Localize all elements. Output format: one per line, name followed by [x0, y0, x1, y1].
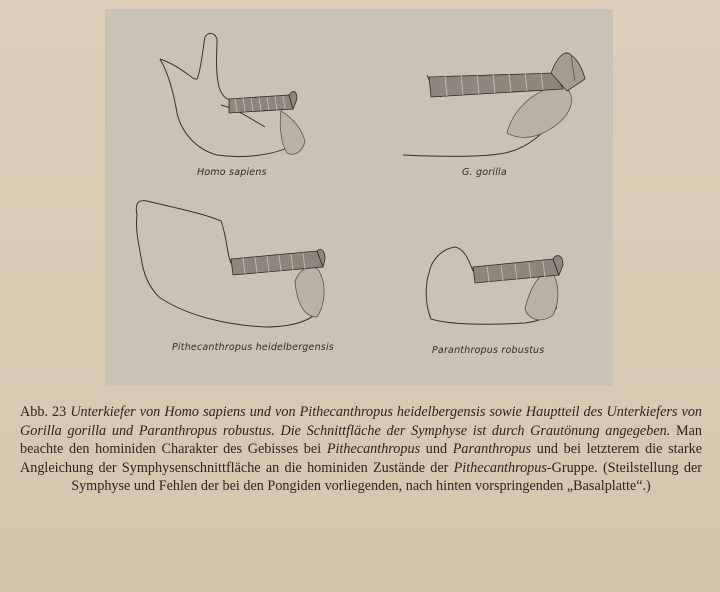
label-pithecanthropus: Pithecanthropus heidelbergensis	[172, 342, 334, 353]
caption-italic-2: Paranthropus	[452, 441, 532, 458]
homo-teeth	[229, 92, 297, 113]
caption-text-1: Man beachte den hominiden Charakter des Gebisses bei	[20, 422, 702, 458]
paranthropus-symphysis	[525, 271, 558, 320]
caption-italic-1: Pithecanthropus	[326, 441, 421, 458]
caption-text-3: und bei letzterem die starke Angleichung der Symphysenschnittfläche an die hominiden Zustände der	[20, 441, 703, 476]
pithecanthropus-mandible	[136, 201, 325, 327]
label-homo-sapiens: Homo sapiens	[197, 167, 267, 178]
paranthropus-mandible	[426, 247, 563, 324]
caption-italic-3: Pithecanthropus	[453, 459, 547, 476]
homo-sapiens-mandible	[160, 33, 305, 156]
figure-caption	[20, 403, 702, 496]
gorilla-symphysis	[507, 85, 572, 137]
caption-text-4: -Gruppe. (Steilstellung der Symphyse und Fehlen der bei den Pongiden vorliegenden, nach hinten vorspringenden „Basalplatte“.)	[71, 459, 702, 495]
homo-symphysis	[280, 111, 305, 154]
mandible-drawings	[105, 9, 613, 386]
pithecanthropus-symphysis	[295, 267, 324, 317]
caption-text-2: und	[420, 441, 453, 458]
label-gorilla: G. gorilla	[462, 167, 507, 178]
caption-prefix: Abb. 23	[20, 404, 71, 420]
gorilla-mandible	[403, 53, 585, 156]
label-paranthropus: Paranthropus robustus	[432, 345, 545, 356]
caption-italic-intro: Unterkiefer von Homo sapiens und von Pithecanthropus heidelbergensis sowie Hauptteil des Unterkiefers von Gorilla gorilla und Paranthropus robustus. Die Schnittfläche der Symphyse ist durch Grautönung angegeben.	[20, 404, 703, 439]
figure-plate	[105, 9, 613, 386]
